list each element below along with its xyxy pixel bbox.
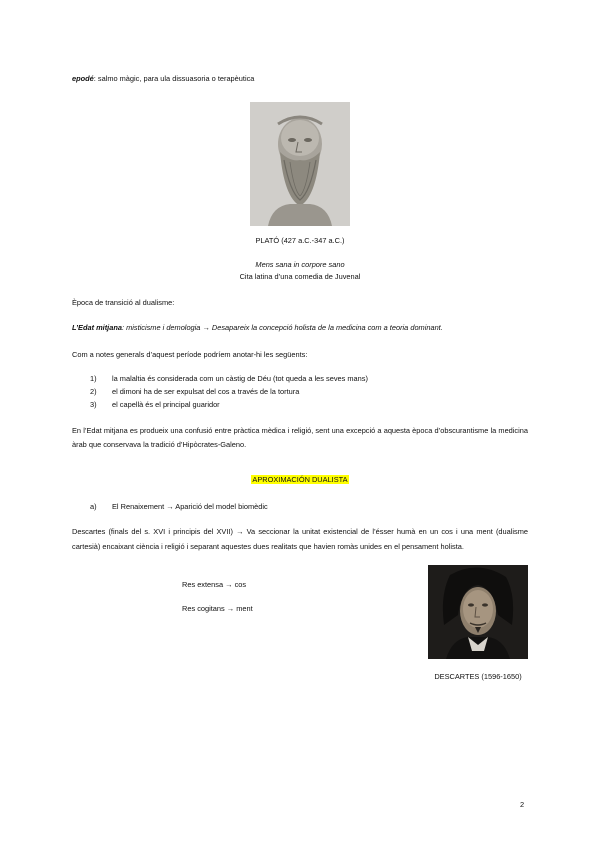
epode-term: epodé (72, 74, 94, 83)
confusion-paragraph: En l’Edat mitjana es produeix una confusió entre pràctica mèdica i religió, sent una excepció a aquesta època d’obscurantisme la medicina àrab que conservava la tradició d’Hipòcrates-Galeno. (72, 426, 528, 449)
notes-list: 1) la malaltia és considerada com un càstig de Déu (tot queda a les seves mans) 2) el dimoni ha de ser expulsat del cos a través de la tortura 3) el capellà és el principal guaridor (90, 374, 368, 409)
middle-ages-label: L’Edat mitjana (72, 323, 122, 332)
plato-quote-source: Cita latina d’una comedia de Juvenal (239, 272, 361, 281)
page-number: 2 (520, 800, 525, 809)
descartes-portrait-image (428, 565, 528, 659)
plato-bust-image (250, 102, 350, 226)
section-a-text: El Renaixement → Aparició del model biomèdic (112, 502, 268, 511)
res-cogitans: Res cogitans → ment (182, 604, 253, 613)
transition-heading: Època de transició al dualisme: (72, 298, 175, 307)
descartes-paragraph: Descartes (finals del s. XVI i principis del XVII) → Va seccionar la unitat existencial de l’ésser humà en un cos i una ment (dualisme cartesià) encaixant ciència i religió i separant aquestes dues realitats que havien romàs unides en el pensament holista. (72, 527, 528, 551)
plato-caption: PLATÓ (427 a.C.-347 a.C.) (255, 236, 345, 245)
general-notes-intro: Com a notes generals d’aquest període podríem anotar-hi les següents: (72, 350, 308, 359)
epode-definition (72, 74, 254, 83)
dualist-heading-wrap (200, 475, 400, 484)
section-a-letter: a) (90, 502, 97, 511)
plato-quote: Mens sana in corpore sano (255, 260, 345, 269)
descartes-caption: DESCARTES (1596-1650) (434, 672, 522, 681)
dualist-heading: APROXIMACIÓN DUALISTA (252, 475, 348, 484)
middle-ages-line (72, 323, 443, 332)
epode-text: : salmo màgic, para ula dissuasoria o terapèutica (93, 74, 255, 83)
section-a (90, 502, 268, 511)
res-extensa: Res extensa → cos (182, 580, 247, 589)
middle-ages-text: : misticisme i demologia → Desapareix la concepció holista de la medicina com a teoria dominant. (121, 323, 443, 332)
